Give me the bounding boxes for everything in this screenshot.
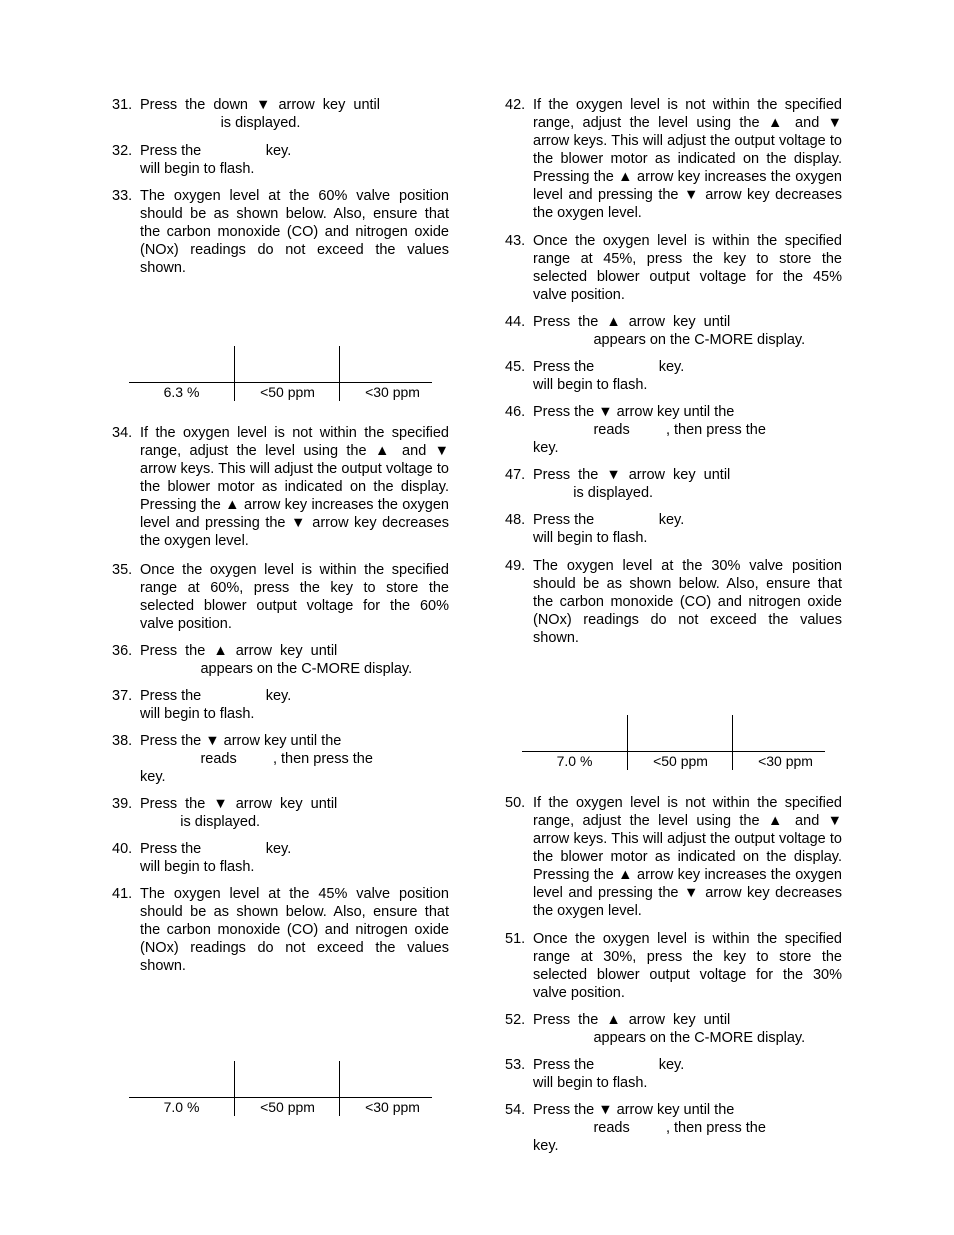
- oxygen-value: 7.0 %: [163, 1099, 200, 1115]
- step-number: 32.: [112, 143, 133, 159]
- table-rule: [129, 382, 432, 383]
- step-number: 45.: [505, 359, 526, 375]
- table-rule: [129, 1097, 432, 1098]
- step-number: 52.: [505, 1012, 526, 1028]
- step-47: [505, 466, 842, 502]
- step-text: Press the down ▼ arrow key until is displayed.: [140, 97, 381, 131]
- step-text: Press the ▼ arrow key until the reads , then press the key.: [140, 733, 373, 785]
- step-33: [112, 187, 449, 277]
- step-text: Press the ▲ arrow key until appears on the C-MORE display.: [533, 1012, 806, 1046]
- step-number: 51.: [505, 931, 526, 947]
- step-number: 36.: [112, 643, 133, 659]
- step-32: [112, 142, 449, 178]
- step-text: Press the ▼ arrow key until the reads , then press the key.: [533, 404, 766, 456]
- step-number: 54.: [505, 1102, 526, 1118]
- step-50: [505, 794, 842, 920]
- step-52: [505, 1011, 842, 1047]
- step-number: 35.: [112, 562, 133, 578]
- step-51: [505, 930, 842, 1002]
- step-number: 42.: [505, 97, 526, 113]
- step-number: 46.: [505, 404, 526, 420]
- nox-value: <30 ppm: [365, 384, 420, 400]
- step-number: 33.: [112, 188, 133, 204]
- readings-table-t30: [522, 715, 825, 770]
- step-number: 39.: [112, 796, 133, 812]
- step-text: Press the ▼ arrow key until is displayed.: [140, 796, 338, 830]
- step-text: Press the key. will begin to flash.: [140, 688, 292, 722]
- step-39: [112, 795, 449, 831]
- step-34: [112, 424, 449, 550]
- step-text: Press the key. will begin to flash.: [140, 143, 292, 177]
- step-31: [112, 96, 449, 132]
- readings-table-t45: [129, 1061, 432, 1116]
- oxygen-value: 7.0 %: [556, 753, 593, 769]
- step-text: Press the key. will begin to flash.: [533, 512, 685, 546]
- step-48: [505, 511, 842, 547]
- step-41: [112, 885, 449, 975]
- step-35: [112, 561, 449, 633]
- step-number: 50.: [505, 795, 526, 811]
- step-number: 41.: [112, 886, 133, 902]
- step-43: [505, 232, 842, 304]
- nox-value: <30 ppm: [758, 753, 813, 769]
- step-number: 53.: [505, 1057, 526, 1073]
- step-text: The oxygen level at the 60% valve position should be as shown below. Also, ensure that the carbon monoxide (CO) and nitrogen oxide (NOx) readings do not exceed the values shown.: [140, 188, 449, 276]
- step-36: [112, 642, 449, 678]
- step-text: Press the ▼ arrow key until is displayed.: [533, 467, 731, 501]
- nox-value: <30 ppm: [365, 1099, 420, 1115]
- step-49: [505, 557, 842, 647]
- step-38: [112, 732, 449, 786]
- step-text: Press the key. will begin to flash.: [140, 841, 292, 875]
- oxygen-value: 6.3 %: [163, 384, 200, 400]
- co-value: <50 ppm: [653, 753, 708, 769]
- step-text: Press the key. will begin to flash.: [533, 359, 685, 393]
- step-54: [505, 1101, 842, 1155]
- step-text: If the oxygen level is not within the specified range, adjust the level using the ▲ and ▼ arrow keys. This will adjust the output voltage to the blower motor as indicated on the display. Pressing the ▲ arrow key increases the oxygen level and pressing the ▼ arrow key decreases the oxygen level.: [533, 795, 842, 919]
- step-number: 47.: [505, 467, 526, 483]
- step-42: [505, 96, 842, 222]
- step-text: Press the ▼ arrow key until the reads , then press the key.: [533, 1102, 766, 1154]
- step-text: The oxygen level at the 45% valve position should be as shown below. Also, ensure that the carbon monoxide (CO) and nitrogen oxide (NOx) readings do not exceed the values shown.: [140, 886, 449, 974]
- step-text: The oxygen level at the 30% valve position should be as shown below. Also, ensure that the carbon monoxide (CO) and nitrogen oxide (NOx) readings do not exceed the values shown.: [533, 558, 842, 646]
- step-number: 49.: [505, 558, 526, 574]
- step-number: 38.: [112, 733, 133, 749]
- step-46: [505, 403, 842, 457]
- step-number: 44.: [505, 314, 526, 330]
- step-number: 40.: [112, 841, 133, 857]
- step-text: If the oxygen level is not within the specified range, adjust the level using the ▲ and ▼ arrow keys. This will adjust the output voltage to the blower motor as indicated on the display. Pressing the ▲ arrow key increases the oxygen level and pressing the ▼ arrow key decreases the oxygen level.: [140, 425, 449, 549]
- step-40: [112, 840, 449, 876]
- step-text: If the oxygen level is not within the specified range, adjust the level using the ▲ and ▼ arrow keys. This will adjust the output voltage to the blower motor as indicated on the display. Pressing the ▲ arrow key increases the oxygen level and pressing the ▼ arrow key decreases the oxygen level.: [533, 97, 842, 221]
- step-number: 48.: [505, 512, 526, 528]
- readings-table-t60: [129, 346, 432, 401]
- step-text: Press the key. will begin to flash.: [533, 1057, 685, 1091]
- co-value: <50 ppm: [260, 1099, 315, 1115]
- step-text: Press the ▲ arrow key until appears on the C-MORE display.: [140, 643, 413, 677]
- step-text: Once the oxygen level is within the specified range at 30%, press the key to store the selected blower output voltage for the 30% valve position.: [533, 931, 842, 1001]
- step-text: Once the oxygen level is within the specified range at 45%, press the key to store the selected blower output voltage for the 45% valve position.: [533, 233, 842, 303]
- step-44: [505, 313, 842, 349]
- step-number: 37.: [112, 688, 133, 704]
- co-value: <50 ppm: [260, 384, 315, 400]
- step-number: 31.: [112, 97, 133, 113]
- step-text: Press the ▲ arrow key until appears on the C-MORE display.: [533, 314, 806, 348]
- step-45: [505, 358, 842, 394]
- step-53: [505, 1056, 842, 1092]
- step-number: 34.: [112, 425, 133, 441]
- table-rule: [522, 751, 825, 752]
- step-37: [112, 687, 449, 723]
- step-text: Once the oxygen level is within the specified range at 60%, press the key to store the selected blower output voltage for the 60% valve position.: [140, 562, 449, 632]
- step-number: 43.: [505, 233, 526, 249]
